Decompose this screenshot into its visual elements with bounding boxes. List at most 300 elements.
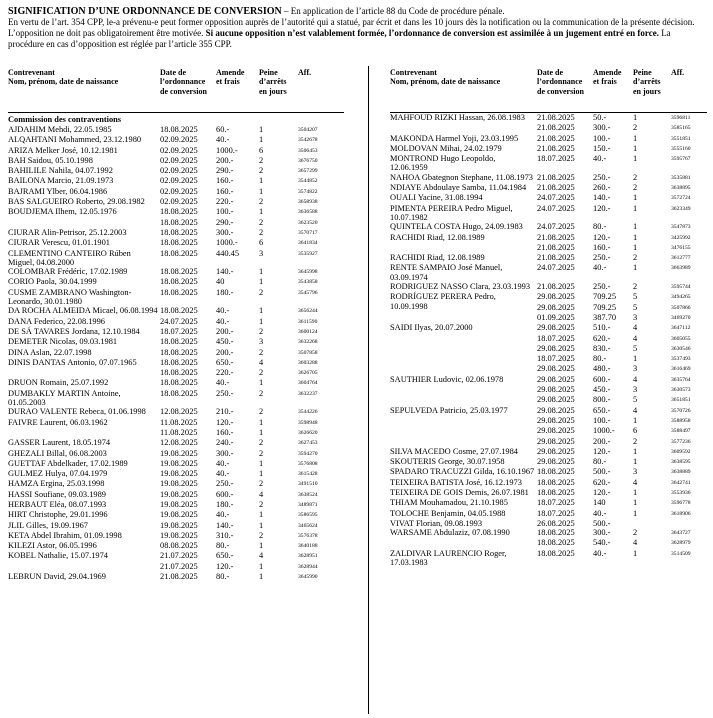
table-row [8, 407, 344, 417]
contravenant-name: DE SÁ TAVARES Jordana, 12.10.1984 [8, 326, 140, 336]
decision-date: 02.09.2025 [160, 135, 198, 145]
contravenant-name: NAHOA Gbategnon Stephane, 11.08.1973 [390, 172, 533, 182]
decision-date: 08.08.2025 [160, 541, 198, 551]
table-row [390, 193, 707, 203]
entry-line [160, 187, 342, 197]
notice-para-normal: En vertu de l’art. 354 CPP, le-a prévenu-e peut former opposition auprès de l’autorité qui a statué, par écrit et dans les 10 jours dès la notification ou la communication de la présente décision. L’opposition ne doit pas obligatoirement être motivée. [8, 17, 695, 38]
penalty-days: 2 [259, 448, 264, 458]
contravenant-name: ARIZA Melker José, 10.12.1981 [8, 145, 118, 155]
table-row [8, 459, 344, 469]
entry-line [160, 238, 342, 248]
penalty-days: 4 [633, 333, 638, 343]
case-number: 3638889 [671, 469, 691, 476]
contravenant-name: DURAO VALENTE Rebeca, 01.06.1998 [8, 407, 146, 417]
table-row [8, 500, 344, 510]
fine-amount: 310.- [216, 530, 234, 540]
entry-line [160, 562, 342, 572]
case-number: 3605055 [671, 335, 691, 342]
entry-line [160, 438, 342, 448]
case-number: 3595767 [671, 156, 691, 163]
entry-line [160, 407, 342, 417]
case-number: 3626620 [298, 429, 318, 436]
contravenant-name: PIMENTA PEREIRA Pedro Miguel, 10.07.1982 [390, 203, 513, 222]
penalty-days: 1 [259, 207, 264, 217]
notice-para-bold: Si aucune opposition n’est valablement formée, l’ordonnance de conversion est assimilée à un jugement entré en force. [205, 28, 659, 38]
row-entries [537, 467, 707, 477]
penalty-days: 1 [259, 125, 264, 134]
contravenant-name: GULMEZ Hulya, 07.04.1979 [8, 469, 108, 479]
penalty-days: 2 [259, 347, 264, 357]
row-entries [160, 277, 342, 287]
fine-amount: 260.- [593, 183, 611, 193]
right-column [390, 66, 707, 567]
row-entries [537, 253, 707, 263]
table-row [8, 551, 344, 572]
entry-line [537, 113, 707, 123]
case-number: 3469270 [671, 314, 691, 321]
entry-line [160, 218, 342, 228]
penalty-days: 1 [259, 541, 264, 551]
notice-paragraph [8, 17, 705, 50]
contravenant-name: CIURAR Verescu, 01.01.1901 [8, 238, 110, 248]
table-row [8, 187, 344, 197]
table-row [8, 521, 344, 531]
entry-line [537, 519, 707, 528]
row-entries [160, 418, 342, 439]
row-entries [160, 348, 342, 358]
penalty-days: 1 [633, 263, 638, 273]
header-penalty: Peine d’arrêts en jours [259, 68, 287, 96]
fine-amount: 100.- [593, 133, 611, 143]
notice-header [8, 6, 705, 50]
entry-line [160, 166, 342, 176]
case-number: 3588958 [671, 417, 691, 424]
table-row [8, 146, 344, 156]
row-entries [537, 549, 707, 568]
contravenant-name: DANA Federico, 22.08.1996 [8, 316, 105, 326]
case-number: 3595744 [671, 284, 691, 291]
case-number: 3604764 [298, 380, 318, 387]
contravenant-name: BAS SALGUEIRO Roberto, 29.08.1982 [8, 197, 145, 207]
penalty-days: 2 [633, 282, 638, 292]
fine-amount: 160.- [216, 427, 234, 437]
row-entries [160, 490, 342, 500]
fine-amount: 500.- [593, 518, 611, 528]
decision-date: 18.08.2025 [160, 388, 198, 398]
penalty-days: 3 [259, 337, 264, 347]
contravenant-name: CIURAR Alin-Petrisor, 25.12.2003 [8, 227, 127, 237]
entry-line [537, 173, 707, 183]
entry-line [537, 437, 707, 447]
entry-line [160, 146, 342, 156]
penalty-days: 6 [259, 238, 264, 248]
case-number [671, 519, 707, 528]
penalty-days: 1 [633, 446, 638, 456]
decision-date: 18.07.2025 [160, 326, 198, 336]
decision-date: 19.08.2025 [160, 510, 198, 520]
row-entries [160, 317, 342, 327]
row-entries [160, 541, 342, 551]
contravenant-name: QUINTELA COSTA Hugo, 24.09.1983 [390, 222, 523, 232]
penalty-days: 1 [259, 520, 264, 530]
entry-line [160, 510, 342, 520]
row-entries [537, 173, 707, 183]
decision-date: 18.08.2025 [160, 287, 198, 297]
decision-date: 02.09.2025 [160, 197, 198, 207]
fine-amount: 80.- [593, 222, 607, 232]
case-number: 3657299 [298, 168, 318, 175]
fine-amount: 500.- [593, 467, 611, 477]
fine-amount: 180.- [216, 499, 234, 509]
row-entries [160, 125, 342, 135]
contravenant-name: SAIDI Ilyas, 20.07.2000 [390, 323, 473, 333]
table-row [390, 233, 707, 254]
table-row [8, 531, 344, 541]
decision-date: 18.08.2025 [537, 467, 575, 477]
penalty-days [633, 519, 671, 528]
decision-date: 21.08.2025 [537, 183, 575, 193]
table-row [390, 144, 707, 154]
decision-date: 18.08.2025 [537, 477, 575, 487]
case-number: 3576808 [298, 460, 318, 467]
fine-amount: 40.- [593, 508, 607, 518]
table-row [8, 572, 344, 582]
decision-date: 19.08.2025 [160, 469, 198, 479]
decision-date: 29.08.2025 [537, 457, 575, 467]
penalty-days: 2 [259, 217, 264, 227]
entry-line [537, 204, 707, 214]
row-entries [537, 154, 707, 173]
fine-amount: 709.25 [593, 292, 617, 302]
fine-amount: 160.- [593, 242, 611, 252]
fine-amount: 387.70 [593, 312, 617, 322]
entry-line [160, 378, 342, 388]
entry-line [160, 479, 342, 489]
case-number: 3628951 [298, 553, 318, 560]
case-number: 3544852 [298, 178, 318, 185]
contravenant-name: DINA Aslan, 22.07.1998 [8, 347, 92, 357]
table-row [8, 358, 344, 379]
penalty-days: 2 [259, 407, 264, 417]
case-number: 3623520 [298, 219, 318, 226]
penalty-days: 3 [633, 467, 638, 477]
entry-line [160, 135, 342, 145]
case-number: 3630573 [671, 387, 691, 394]
contravenant-name: DINIS DANTAS Antonio, 07.07.1965 [8, 357, 137, 367]
fine-amount: 140.- [216, 520, 234, 530]
entry-line [537, 222, 707, 232]
row-entries [537, 144, 707, 154]
contravenant-name: DUMBAKLY MARTIN Antoine, 01.05.2003 [8, 388, 121, 408]
row-entries [160, 521, 342, 531]
penalty-days: 6 [633, 426, 638, 436]
contravenant-name: KOBEL Nathalie, 15.07.1974 [8, 551, 108, 561]
table-row [8, 238, 344, 248]
fine-amount: 600.- [216, 489, 234, 499]
entry-line [160, 228, 342, 238]
case-number: 3640188 [298, 543, 318, 550]
fine-amount: 300.- [216, 227, 234, 237]
decision-date: 21.07.2025 [160, 551, 198, 561]
penalty-days: 2 [633, 183, 638, 193]
penalty-days: 1 [633, 222, 638, 232]
row-entries [160, 500, 342, 510]
penalty-days: 4 [259, 551, 264, 561]
row-entries [160, 249, 342, 268]
notice-para-end: La procédure en cas d’opposition est réglée par l’article 355 CPP. [8, 28, 671, 49]
penalty-days: 1 [259, 510, 264, 520]
entry-line [537, 406, 707, 416]
penalty-days: 1 [633, 548, 638, 558]
entry-line [160, 531, 342, 541]
fine-amount: 300.- [216, 448, 234, 458]
case-number: 3551851 [671, 135, 691, 142]
case-number: 3635764 [671, 376, 691, 383]
header-date: Date de l’ordonnance de conversion [160, 68, 207, 96]
table-row [390, 478, 707, 488]
fine-amount: 200.- [216, 326, 234, 336]
decision-date: 29.08.2025 [537, 323, 575, 333]
decision-date: 19.08.2025 [160, 458, 198, 468]
entry-line [537, 344, 707, 354]
contravenant-name: TEIXEIRA BATISTA José, 16.12.1973 [390, 477, 522, 487]
section-title: Commission des contraventions [8, 115, 122, 124]
penalty-days: 2 [259, 155, 264, 165]
entry-line [537, 416, 707, 426]
penalty-days: 1 [633, 232, 638, 242]
table-row [8, 490, 344, 500]
penalty-days: 2 [259, 326, 264, 336]
row-entries [160, 389, 342, 408]
contravenant-name: WARSAME Abdulaziz, 07.08.1990 [390, 528, 510, 538]
header-amount: Amende et frais [593, 68, 622, 87]
case-number: 3577236 [671, 438, 691, 445]
decision-date: 18.08.2025 [160, 227, 198, 237]
penalty-days: 1 [633, 203, 638, 213]
entry-line [160, 541, 342, 551]
decision-date: 21.08.2025 [537, 133, 575, 143]
entry-line [160, 348, 342, 358]
entry-line [537, 303, 707, 313]
case-number: 3638524 [298, 491, 318, 498]
case-number: 3638895 [671, 185, 691, 192]
header-penalty: Peine d’arrêts en jours [633, 68, 661, 96]
penalty-days: 1 [259, 306, 264, 316]
table-row [8, 418, 344, 439]
decision-date: 21.08.2025 [537, 253, 575, 263]
contravenant-name: TEIXEIRA DE GOIS Demis, 26.07.1981 [390, 487, 529, 497]
decision-date: 21.07.2025 [160, 561, 198, 571]
entry-line [160, 267, 342, 277]
case-number: 3596811 [671, 115, 691, 121]
row-entries [160, 146, 342, 156]
fine-amount: 120.- [593, 446, 611, 456]
case-number: 3627453 [298, 440, 318, 447]
entry-line [160, 428, 342, 438]
case-number: 3651851 [671, 397, 691, 404]
table-row [390, 488, 707, 498]
row-entries [537, 488, 707, 498]
notice-title: SIGNIFICATION D’UNE ORDONNANCE DE CONVERSION [8, 6, 282, 17]
decision-date: 21.08.2025 [537, 113, 575, 122]
case-number: 3506453 [298, 147, 318, 154]
table-row [390, 173, 707, 183]
fine-amount: 440.45 [216, 248, 240, 258]
case-number: 3585165 [671, 125, 691, 132]
fine-amount: 50.- [593, 113, 607, 122]
entry-line [537, 144, 707, 154]
fine-amount: 620.- [593, 477, 611, 487]
penalty-days: 1 [259, 186, 264, 196]
row-entries [160, 176, 342, 186]
entry-line [537, 375, 707, 385]
fine-amount: 40.- [216, 306, 230, 316]
entry-line [160, 358, 342, 368]
decision-date: 29.08.2025 [537, 343, 575, 353]
contravenant-name: HASSI Soufiane, 09.03.1989 [8, 489, 106, 499]
case-number: 3570717 [298, 229, 318, 236]
table-row [8, 135, 344, 145]
entry-line [537, 263, 707, 273]
penalty-days: 2 [259, 287, 264, 297]
case-number: 3507858 [298, 349, 318, 356]
decision-date: 18.08.2025 [160, 306, 198, 316]
fine-amount: 830.- [593, 343, 611, 353]
case-number: 3543858 [298, 279, 318, 286]
fine-amount: 40.- [216, 135, 230, 145]
decision-date: 18.08.2025 [160, 238, 198, 248]
contravenant-name: MONTROND Hugo Leopoldo, 12.06.1959 [390, 154, 496, 173]
contravenant-name: DRUON Romain, 25.07.1992 [8, 378, 109, 388]
contravenant-name: RODRÍGUEZ PERERA Pedro, 10.09.1998 [390, 292, 496, 311]
fine-amount: 80.- [593, 354, 607, 364]
row-entries [160, 267, 342, 277]
entry-line [537, 233, 707, 243]
contravenant-name: SPADARO TRACUZZI Gilda, 16.10.1967 [390, 467, 535, 477]
contravenant-name: SILVA MACEDO Cosme, 27.07.1984 [390, 446, 518, 456]
fine-amount: 150.- [593, 143, 611, 153]
penalty-days: 2 [259, 530, 264, 540]
decision-date: 18.08.2025 [537, 528, 575, 538]
entry-line [537, 549, 707, 559]
penalty-days: 1 [633, 242, 638, 252]
contravenant-name: COLOMBAR Frédéric, 17.02.1989 [8, 267, 128, 277]
penalty-days: 2 [633, 528, 638, 538]
case-number: 3603288 [298, 359, 318, 366]
fine-amount: 180.- [216, 287, 234, 297]
table-row [390, 154, 707, 173]
row-entries [160, 197, 342, 207]
row-entries [160, 358, 342, 379]
entry-line [160, 449, 342, 459]
row-entries [160, 238, 342, 248]
contravenant-name: MAKONDA Harmel Yoji, 23.03.1995 [390, 133, 519, 143]
fine-amount: 210.- [216, 407, 234, 417]
penalty-days: 1 [633, 193, 638, 203]
decision-date: 19.08.2025 [160, 448, 198, 458]
contravenant-name: BAHILILE Nahila, 04.07.1992 [8, 166, 113, 176]
case-number: 3626705 [298, 370, 318, 377]
table-row [390, 183, 707, 193]
entry-line [537, 253, 707, 263]
decision-date: 18.07.2025 [537, 498, 575, 508]
case-number: 3598948 [298, 419, 318, 426]
decision-date: 18.08.2025 [160, 378, 198, 388]
decision-date: 18.08.2025 [160, 277, 198, 287]
case-number: 3504207 [298, 127, 318, 133]
penalty-days: 4 [633, 405, 638, 415]
penalty-days: 2 [259, 388, 264, 398]
penalty-days: 1 [633, 508, 638, 518]
entry-line [160, 389, 342, 399]
row-entries [537, 113, 707, 134]
fine-amount: 600.- [593, 374, 611, 384]
penalty-days: 1 [259, 561, 264, 571]
table-row [390, 292, 707, 323]
case-number: 3632237 [298, 390, 318, 397]
penalty-days: 1 [259, 277, 264, 287]
header-name: Contrevenant Nom, prénom, date de naissance [390, 68, 501, 87]
case-number: 3425992 [671, 234, 691, 241]
penalty-days: 1 [259, 572, 264, 582]
header-date: Date de l’ordonnance de conversion [537, 68, 584, 96]
contravenant-name: ZALDIVAR LAURENCIO Roger, 17.03.1983 [390, 548, 507, 568]
entry-line [537, 478, 707, 488]
fine-amount: 200.- [593, 436, 611, 446]
decision-date: 18.08.2025 [160, 207, 198, 217]
case-number: 3647112 [671, 325, 691, 332]
decision-date: 02.09.2025 [160, 186, 198, 196]
case-number: 3658938 [298, 199, 318, 206]
notice-subtitle: – En application de l’article 88 du Code de procédure pénale. [281, 6, 505, 16]
decision-date: 12.08.2025 [160, 407, 198, 417]
fine-amount: 250.- [216, 479, 234, 489]
decision-date: 21.08.2025 [537, 123, 575, 133]
decision-date: 19.08.2025 [160, 520, 198, 530]
case-number: 3628944 [298, 563, 318, 570]
penalty-days: 2 [259, 227, 264, 237]
row-entries [537, 222, 707, 232]
case-number: 3489871 [298, 501, 318, 508]
fine-amount: 540.- [593, 538, 611, 548]
penalty-days: 5 [633, 395, 638, 405]
penalty-days: 2 [259, 368, 264, 378]
contravenant-name: CUSME ZAMBRANO Washington-Leonardo, 30.01.1980 [8, 287, 132, 307]
contravenant-name: HERBAUT Eléa, 08.07.1993 [8, 499, 107, 509]
penalty-days: 1 [633, 415, 638, 425]
case-number: 3547873 [671, 224, 691, 231]
table-row [8, 288, 344, 307]
table-row [390, 467, 707, 477]
entry-line [160, 156, 342, 166]
decision-date: 11.08.2025 [160, 417, 198, 427]
entry-line [160, 288, 342, 298]
case-number: 3514509 [671, 550, 691, 557]
fine-amount: 200.- [216, 347, 234, 357]
decision-date: 29.08.2025 [537, 436, 575, 446]
fine-amount: 120.- [593, 203, 611, 213]
fine-amount: 100.- [216, 207, 234, 217]
case-number: 3616469 [671, 366, 691, 373]
table-row [8, 197, 344, 207]
decision-date: 02.09.2025 [160, 166, 198, 176]
case-number: 3611590 [298, 318, 318, 325]
decision-date: 21.08.2025 [537, 282, 575, 292]
header-ref: Aff. [298, 68, 312, 77]
decision-date: 19.08.2025 [160, 479, 198, 489]
contravenant-name: BOUDJEMA Ilhem, 12.05.1976 [8, 207, 117, 217]
penalty-days: 2 [633, 123, 638, 133]
